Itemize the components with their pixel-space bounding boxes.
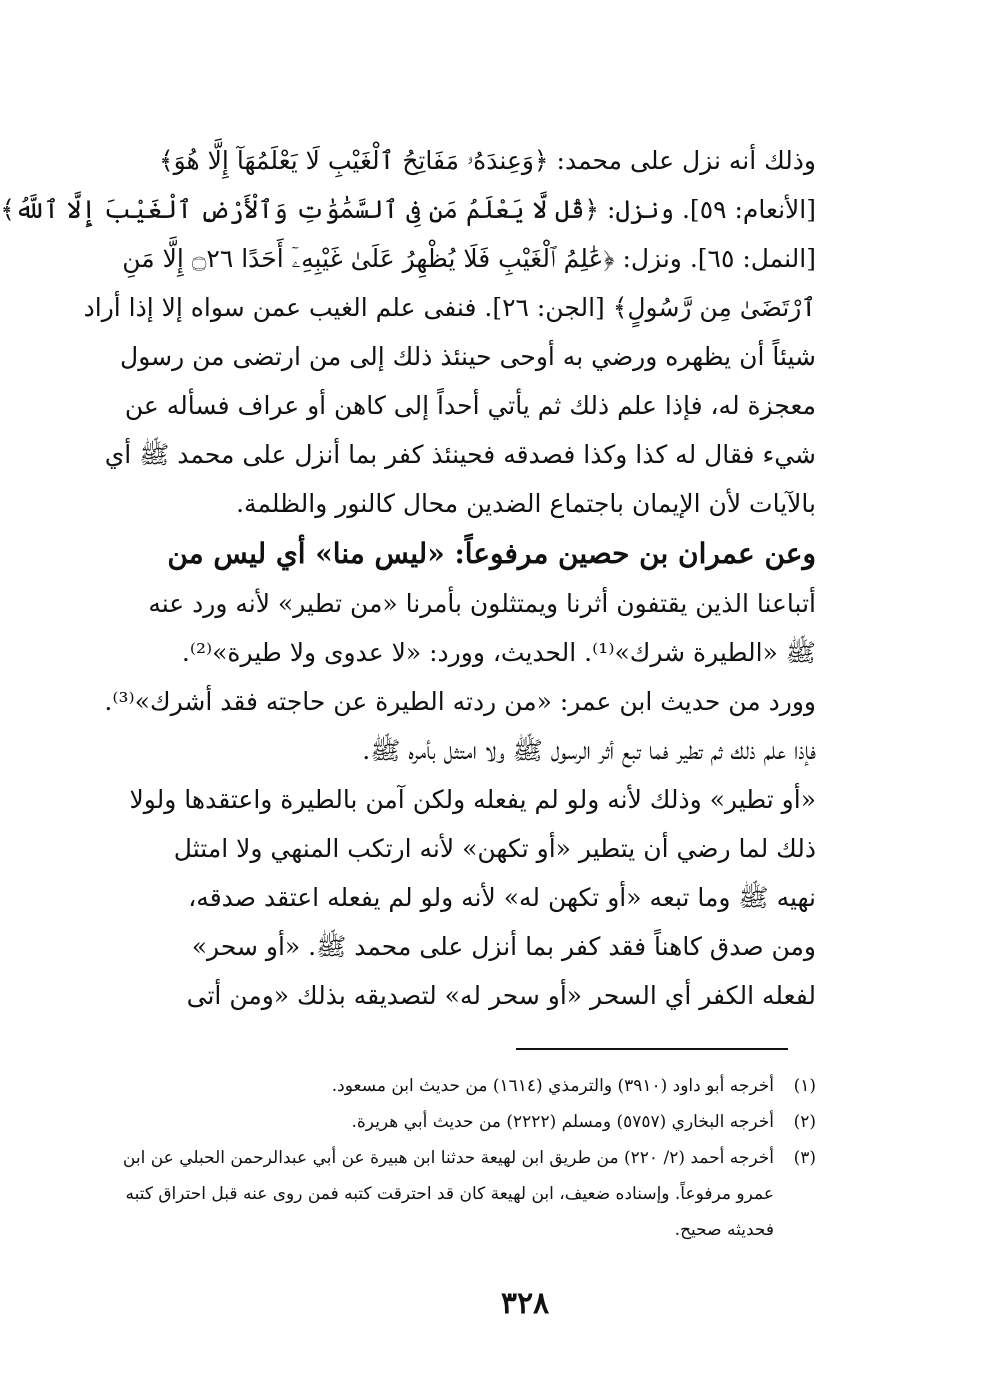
- text-line: معجزة له، فإذا علم ذلك ثم يأتي أحداً إلى كاهن أو عراف فسأله عن: [124, 391, 816, 420]
- footnote: [96, 1104, 816, 1140]
- text-line: شيء فقال له كذا وكذا فصدقه فحينئذ كفر بما أنزل على محمد ﷺ أي: [104, 440, 816, 469]
- text-line: لفعله الكفر أي السحر «أو سحر له» لتصديقه بذلك «ومن أتى: [186, 981, 816, 1010]
- footnote-number: (٣): [793, 1148, 816, 1168]
- text-line: وورد من حديث ابن عمر: «من ردته الطيرة عن حاجته فقد أشرك»⁽³⁾.: [104, 687, 816, 716]
- footnote-text: أخرجه البخاري (٥٧٥٧) ومسلم (٢٢٢٢) من حديث أبي هريرة.: [351, 1112, 774, 1132]
- text-line: ومن صدق كاهناً فقد كفر بما أنزل على محمد ﷺ. «أو سحر»: [191, 932, 816, 961]
- footnote-text: أخرجه أحمد (٢/ ٢٢٠) من طريق ابن لهيعة حدثنا ابن هبيرة عن أبي عبدالرحمن الحبلي عن ابن عمرو مرفوعاً. وإسناده ضعيف، ابن لهيعة كان قد احترقت كتبه فمن روى عنه قبل احتراق كتبه فحديثه صحيح.: [122, 1148, 774, 1240]
- text-line: «أو تطير» وذلك لأنه ولو لم يفعله ولكن آمن بالطيرة واعتقدها ولولا: [129, 785, 816, 814]
- footnote: [96, 1140, 816, 1248]
- text-line: ﷺ «الطيرة شرك»⁽¹⁾. الحديث، وورد: «لا عدوى ولا طيرة»⁽²⁾.: [181, 638, 816, 667]
- main-text: [0, 136, 816, 1020]
- text-line: فإذا علم ذلك ثم تطير فما تبع أثر الرسول ﷺ ولا امتثل بأمره ﷺ.: [362, 736, 816, 765]
- text-line: [النمل: ٦٥]. ونزل: ﴿عَٰلِمُ ٱلْغَيْبِ فَلَا يُظْهِرُ عَلَىٰ غَيْبِهِۦٓ أَحَدًا ۝٢٦ إِلَّا مَنِ: [122, 244, 816, 273]
- text-line: ذلك لما رضي أن يتطير «أو تكهن» لأنه ارتكب المنهي ولا امتثل: [173, 834, 816, 863]
- footnote-number: (٢): [793, 1112, 816, 1132]
- text-line: بالآيات لأن الإيمان باجتماع الضدين محال كالنور والظلمة.: [236, 489, 816, 518]
- text-line: نهيه ﷺ وما تبعه «أو تكهن له» لأنه ولو لم يفعله اعتقد صدقه،: [188, 883, 816, 912]
- page-number: ٣٢٨: [500, 1286, 550, 1321]
- footnote-text: أخرجه أبو داود (٣٩١٠) والترمذي (١٦١٤) من حديث ابن مسعود.: [331, 1076, 774, 1096]
- text-line: شيئاً أن يظهره ورضي به أوحى حينئذ ذلك إلى من ارتضى من رسول: [120, 342, 816, 371]
- text-line: أتباعنا الذين يقتفون أثرنا ويمتثلون بأمرنا «من تطير» لأنه ورد عنه: [148, 589, 816, 618]
- footnote: [96, 1068, 816, 1104]
- text-line: ٱرْتَضَىٰ مِن رَّسُولٍ﴾ [الجن: ٢٦]. فنفى علم الغيب عمن سواه إلا إذا أراد: [83, 293, 816, 322]
- footnote-number: (١): [793, 1076, 816, 1096]
- footnotes: [96, 1068, 816, 1248]
- text-line-heading: وعن عمران بن حصين مرفوعاً: «ليس منا» أي ليس من: [167, 537, 816, 570]
- text-line: وذلك أنه نزل على محمد: ﴿وَعِندَهُۥ مَفَاتِحُ ٱلْغَيْبِ لَا يَعْلَمُهَآ إِلَّا هُوَ﴾: [158, 146, 816, 175]
- footnote-divider: [516, 1048, 788, 1050]
- text-line: [الأنعام: ٥٩]. ونزل: ﴿قُل لَّا يَعْلَمُ مَن فِى ٱلسَّمَٰوَٰتِ وَٱلْأَرْضِ ٱلْغَيْبَ إِلَّا ٱللَّهُ﴾: [0, 195, 816, 224]
